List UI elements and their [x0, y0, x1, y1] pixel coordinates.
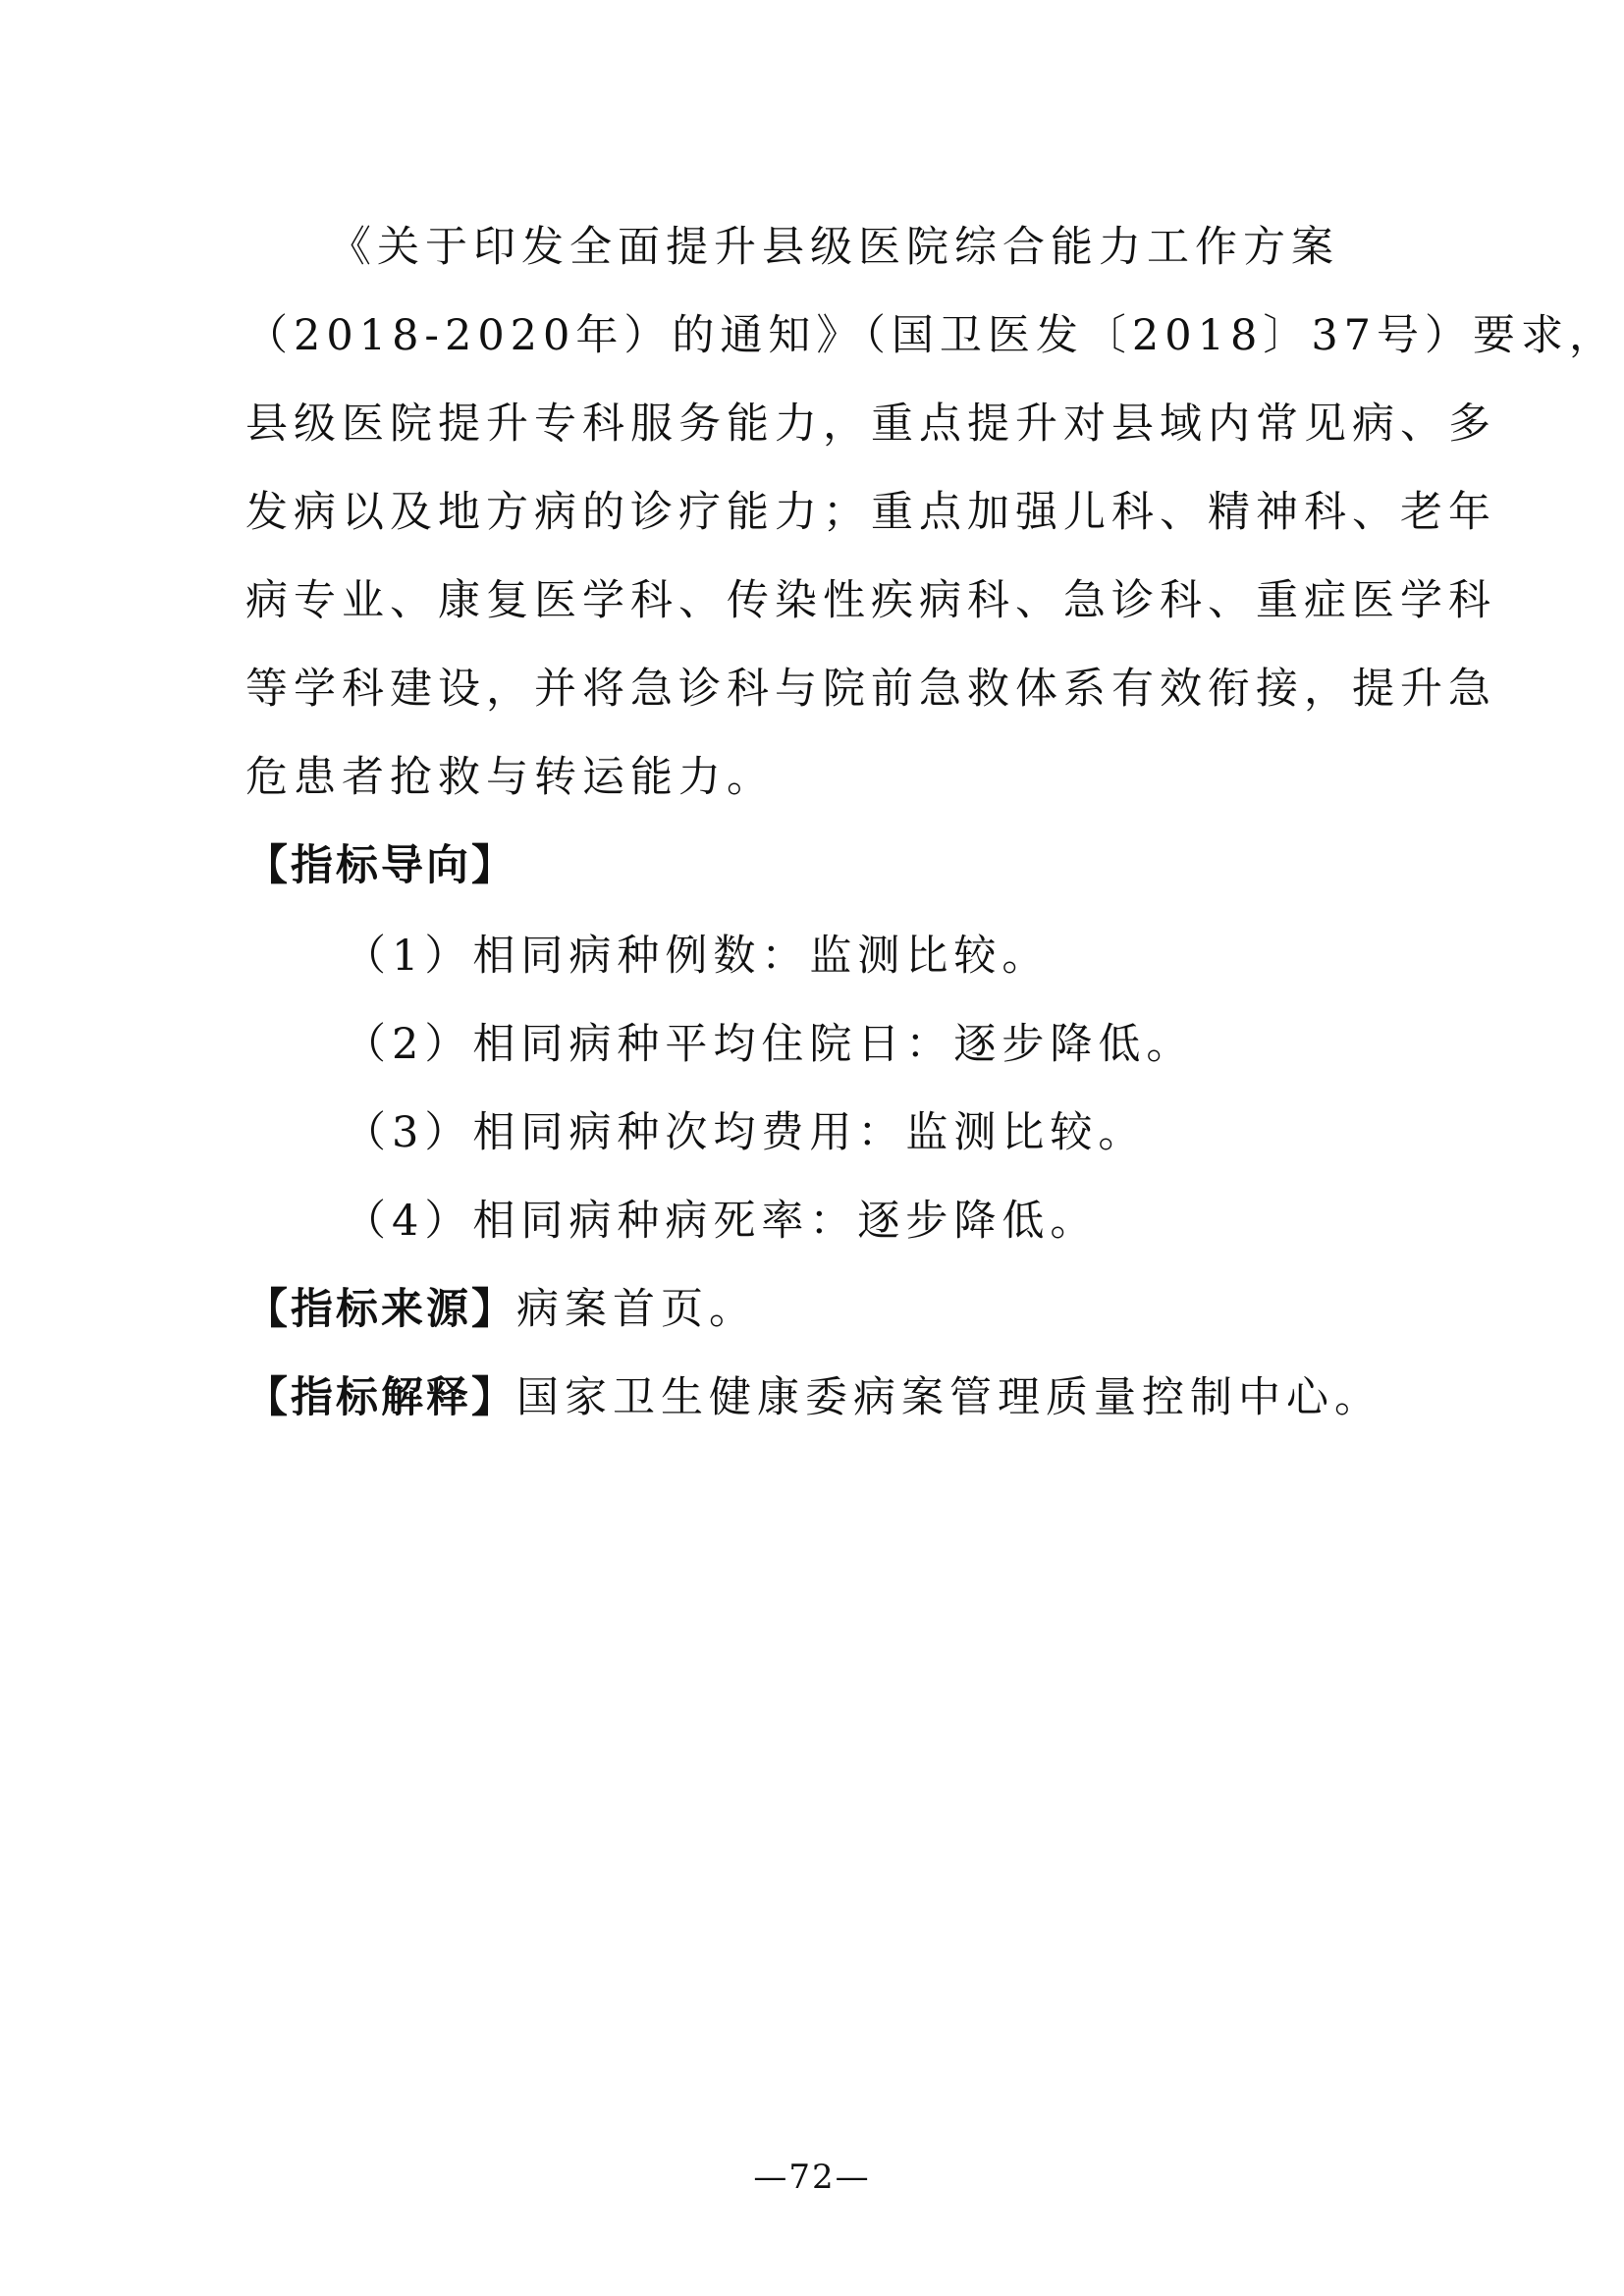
- indicator-explanation-text: 国家卫生健康委病案管理质量控制中心。: [516, 1373, 1382, 1422]
- indicator-direction-item-4: （4）相同病种病死率：逐步降低。: [344, 1197, 1099, 1246]
- indicator-source-heading: 【指标来源】: [245, 1285, 516, 1334]
- indicator-source-row: [245, 1276, 757, 1336]
- indicator-explanation-heading: 【指标解释】: [245, 1373, 516, 1422]
- indicator-direction-item-2: （2）相同病种平均住院日：逐步降低。: [344, 1020, 1195, 1069]
- indicator-source-text: 病案首页。: [516, 1285, 757, 1334]
- page-number: —72—: [753, 2158, 871, 2197]
- paragraph-line-4: 发病以及地方病的诊疗能力；重点加强儿科、精神科、老年: [245, 488, 1496, 537]
- paragraph-line-3: 县级医院提升专科服务能力，重点提升对县域内常见病、多: [245, 400, 1496, 449]
- indicator-explanation-row: [245, 1364, 1382, 1424]
- indicator-direction-item-1: （1）相同病种例数：监测比较。: [344, 932, 1051, 981]
- indicator-direction-item-3: （3）相同病种次均费用：监测比较。: [344, 1108, 1147, 1157]
- paragraph-line-1: 《关于印发全面提升县级医院综合能力工作方案: [329, 223, 1339, 272]
- paragraph-line-2: （2018-2020年）的通知》（国卫医发〔2018〕37号）要求，: [245, 311, 1618, 360]
- indicator-direction-heading: 【指标导向】: [245, 841, 516, 890]
- paragraph-line-6: 等学科建设，并将急诊科与院前急救体系有效衔接，提升急: [245, 665, 1496, 714]
- paragraph-line-7: 危患者抢救与转运能力。: [245, 753, 775, 802]
- paragraph-line-5: 病专业、康复医学科、传染性疾病科、急诊科、重症医学科: [245, 576, 1496, 625]
